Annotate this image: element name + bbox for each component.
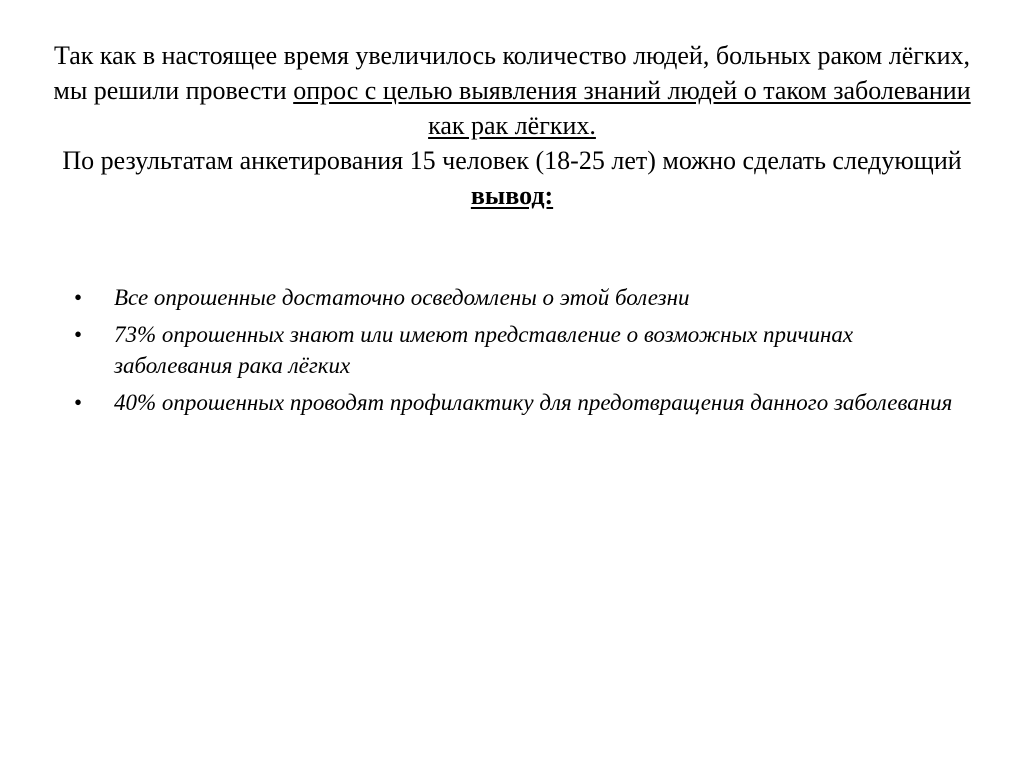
heading-underlined-text: опрос с целью выявления знаний людей о таком заболевании как рак лёгких. [293, 76, 971, 140]
heading-survey-text: По результатам анкетирования 15 человек (18-25 лет) можно сделать следующий [62, 146, 962, 175]
bullet-icon: • [74, 285, 83, 310]
heading-conclusion-word: вывод: [470, 181, 554, 210]
conclusion-list [74, 282, 954, 424]
list-item [74, 387, 954, 418]
bullet-icon: • [74, 390, 83, 415]
bullet-icon: • [74, 322, 83, 347]
heading-intro-text: Так как в настоящее время увеличилось количество людей, больных раком лёгких, мы решили провести [53, 41, 970, 105]
heading-conclusion-word-underline [471, 181, 553, 210]
list-item-text: 73% опрошенных знают или имеют представление о возможных причинах заболевания рака лёгких [114, 322, 854, 378]
slide-heading [50, 38, 974, 213]
list-item-text: 40% опрошенных проводят профилактику для предотвращения данного заболевания [114, 390, 953, 415]
list-item-text: Все опрошенные достаточно осведомлены о этой болезни [114, 285, 690, 310]
list-item [74, 319, 954, 381]
list-item [74, 282, 954, 313]
